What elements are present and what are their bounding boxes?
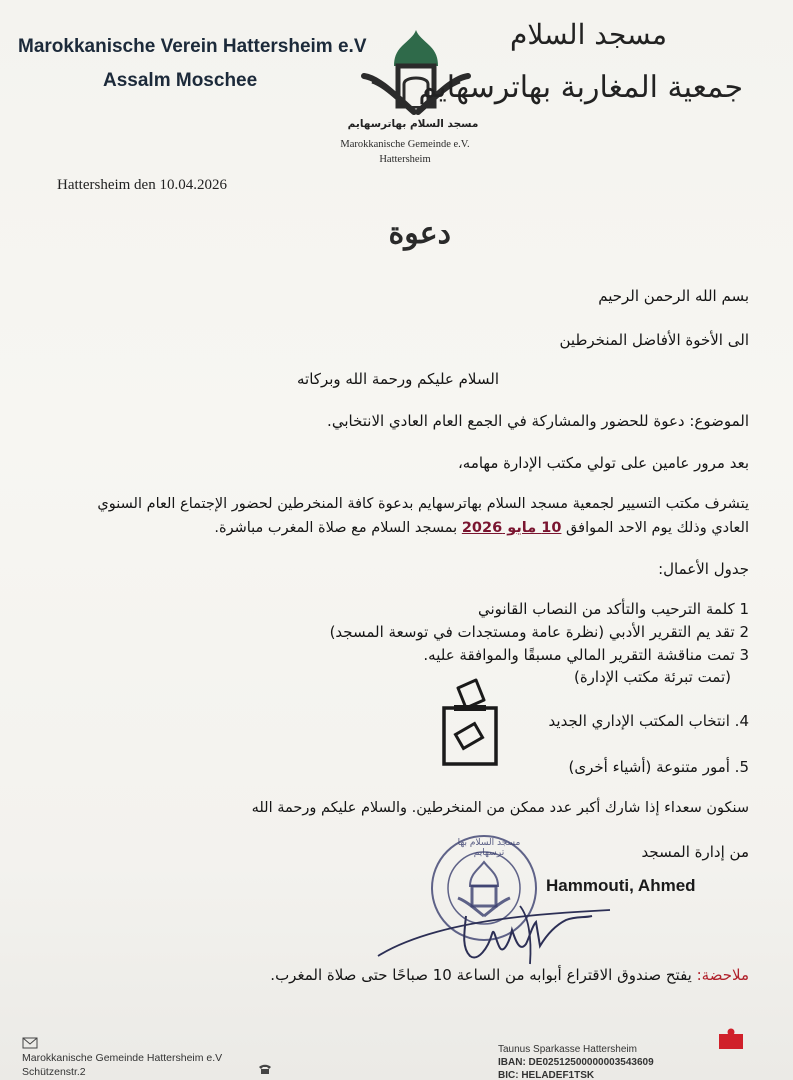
stamp-text: مسجد السلام بها ترسهايم bbox=[457, 838, 521, 858]
meeting-date: 10 مايو 2026 bbox=[461, 520, 562, 536]
agenda-item-2: 2 تقد يم التقرير الأدبي (نظرة عامة ومستجدات في توسعة المسجد) bbox=[329, 623, 749, 641]
closing-line: سنكون سعداء إذا شارك أكبر عدد ممكن من المنخرطين. والسلام عليكم ورحمة الله bbox=[251, 800, 749, 816]
agenda-item-1: 1 كلمة الترحيب والتأكد من النصاب القانوني bbox=[477, 600, 749, 618]
signer-name: Hammouti, Ahmed bbox=[546, 876, 696, 895]
addressee: الى الأخوة الأفاضل المنخرطين bbox=[559, 331, 749, 349]
agenda-item-4: 4. انتخاب المكتب الإداري الجديد bbox=[548, 712, 749, 730]
logo-german-caption-line1: Marokkanische Gemeinde e.V. bbox=[340, 139, 470, 150]
date-line: Hattersheim den 10.04.2026 bbox=[57, 177, 227, 193]
note-text: يفتح صندوق الاقتراع أبوابه من الساعة 10 صباحًا حتى صلاة المغرب. bbox=[270, 966, 692, 984]
paragraph-line2 bbox=[214, 520, 749, 536]
agenda-title: جدول الأعمال: bbox=[658, 560, 749, 578]
intro-line: بعد مرور عامين على تولي مكتب الإدارة مهامه، bbox=[457, 454, 749, 472]
envelope-icon bbox=[22, 1034, 38, 1046]
handwritten-signature bbox=[370, 896, 650, 976]
paragraph-line2-start: العادي وذلك يوم الاحد الموافق bbox=[566, 520, 749, 536]
bank-logo-icon bbox=[718, 1028, 744, 1050]
agenda-item-3-note: (تمت تبرئة مكتب الإدارة) bbox=[573, 668, 731, 686]
agenda-item-3: 3 تمت مناقشة التقرير المالي مسبقًا والموافقة عليه. bbox=[423, 646, 749, 664]
document-title: دعوة bbox=[388, 216, 451, 251]
footer-address: Schützenstr.2 bbox=[22, 1066, 86, 1078]
footer-org-name: Marokkanische Gemeinde Hattersheim e.V bbox=[22, 1052, 223, 1064]
bank-iban: IBAN: DE02512500000003543609 bbox=[498, 1057, 654, 1068]
bank-bic: BIC: HELADEF1TSK bbox=[498, 1070, 595, 1080]
org-subname-german: Assalm Moschee bbox=[103, 70, 258, 91]
paragraph-line2-end: بمسجد السلام مع صلاة المغرب مباشرة. bbox=[214, 520, 458, 536]
ballot-box-icon bbox=[440, 678, 500, 768]
note-label: ملاحضة: bbox=[696, 966, 749, 984]
basmala: بسم الله الرحمن الرحيم bbox=[598, 287, 749, 305]
phone-icon bbox=[258, 1060, 272, 1072]
logo-german-caption-line2: Hattersheim bbox=[379, 154, 431, 165]
bank-name: Taunus Sparkasse Hattersheim bbox=[498, 1044, 637, 1055]
from-line: من إدارة المسجد bbox=[641, 843, 749, 861]
note-line bbox=[270, 966, 749, 984]
agenda-item-5: 5. أمور متنوعة (أشياء أخرى) bbox=[568, 758, 749, 776]
org-name-german: Marokkanische Verein Hattersheim e.V bbox=[18, 36, 367, 57]
greeting: السلام عليكم ورحمة الله وبركاته bbox=[297, 370, 499, 388]
org-name-arabic: مسجد السلام bbox=[510, 18, 667, 51]
subject-line: الموضوع: دعوة للحضور والمشاركة في الجمع العام العادي الانتخابي. bbox=[327, 412, 749, 430]
paragraph-line1: يتشرف مكتب التسيير لجمعية مسجد السلام بهاترسهايم بدعوة كافة المنخرطين لحضور الإجتماع العام السنوي bbox=[97, 496, 749, 512]
logo-arabic-caption: مسجد السلام بهاترسهايم bbox=[347, 118, 479, 130]
org-subname-arabic: جمعية المغاربة بهاترسهايم bbox=[418, 70, 743, 105]
